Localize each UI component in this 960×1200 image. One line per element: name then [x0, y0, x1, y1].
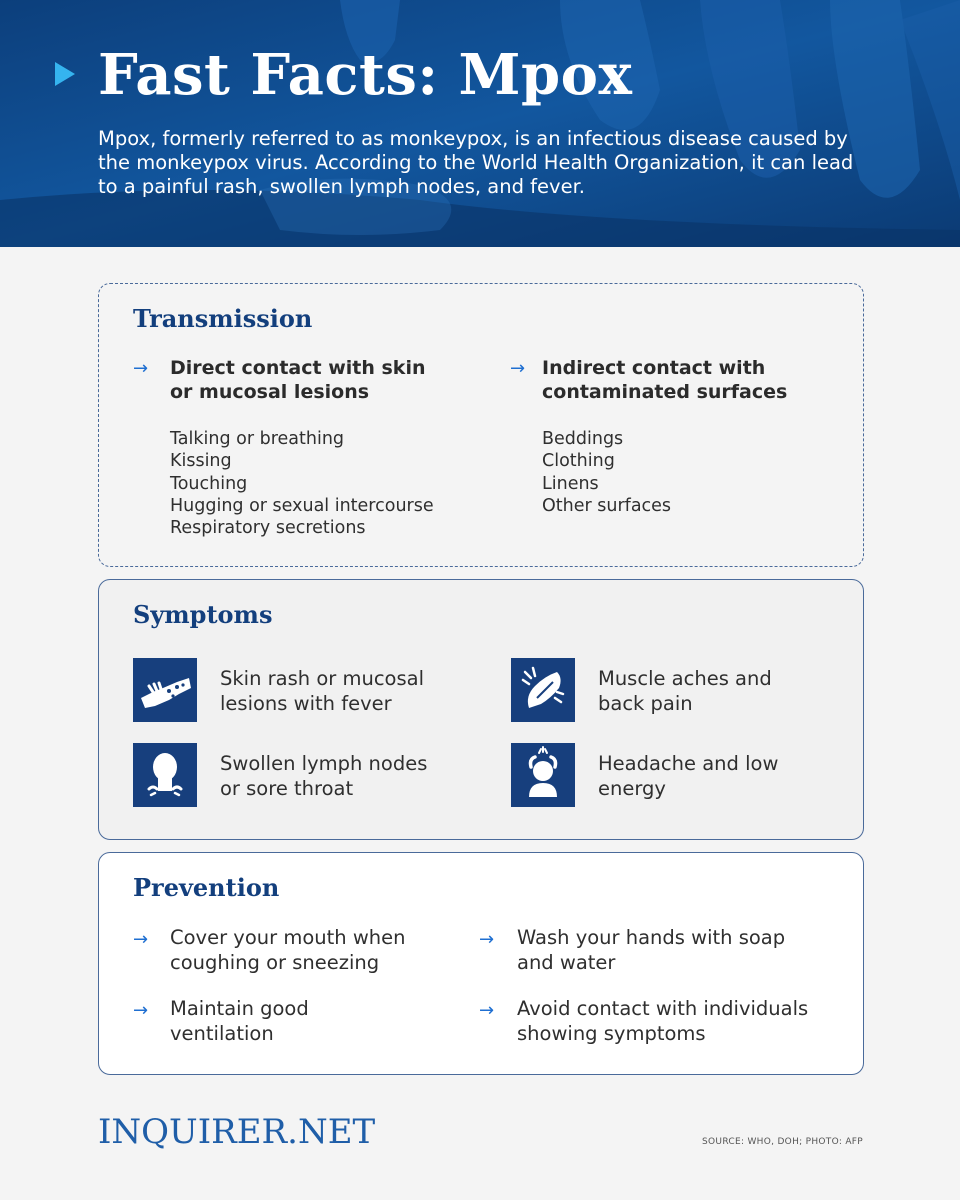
headache-icon: [511, 743, 575, 807]
list-item: Touching: [170, 473, 248, 494]
rash-hand-icon: [133, 658, 197, 722]
list-item: Talking or breathing: [170, 429, 345, 449]
direct-contact-heading: Direct contact with skin or mucosal lesions: [170, 357, 426, 403]
inquirer-logo: INQUIRER.NET: [98, 1112, 376, 1152]
symptoms-card: [98, 579, 864, 840]
direct-contact-list: [170, 428, 434, 539]
muscle-ache-icon: [511, 658, 575, 722]
symptom-muscle-aches: Muscle aches and back pain: [598, 667, 772, 715]
transmission-card: [98, 283, 864, 567]
prevention-title: Prevention: [133, 873, 280, 902]
symptom-rash: Skin rash or mucosal lesions with fever: [220, 667, 425, 715]
source-credit: SOURCE: WHO, DOH; PHOTO: AFP: [702, 1137, 863, 1147]
list-item: Respiratory secretions: [170, 518, 366, 539]
list-item: Linens: [542, 473, 599, 494]
list-item: Kissing: [170, 451, 232, 472]
page-title: Fast Facts: Mpox: [98, 42, 633, 108]
list-item: Beddings: [542, 429, 624, 449]
list-item: Clothing: [542, 451, 615, 472]
prevention-item-avoid-contact: Avoid contact with individuals showing symptoms: [517, 997, 809, 1045]
symptom-headache: Headache and low energy: [598, 752, 779, 800]
intro-paragraph: Mpox, formerly referred to as monkeypox, is an infectious disease caused by the monkeypox virus. According to the World Health Organization, it can lead to a painful rash, swollen lymph nodes, and fever.: [98, 127, 854, 198]
indirect-contact-list: [542, 428, 671, 517]
hero-banner: [0, 0, 960, 247]
prevention-card: [98, 852, 864, 1075]
arrow-right-icon: →: [133, 1000, 149, 1021]
prevention-item-wash-hands: Wash your hands with soap and water: [517, 926, 786, 974]
transmission-title: Transmission: [133, 304, 313, 333]
hands-photo-background: [0, 0, 960, 247]
indirect-contact-heading: Indirect contact with contaminated surfaces: [542, 357, 788, 403]
prevention-item-ventilation: Maintain good ventilation: [170, 997, 309, 1045]
arrow-right-icon: →: [133, 929, 149, 950]
prevention-item-cover-mouth: Cover your mouth when coughing or sneezing: [170, 926, 406, 974]
arrow-right-icon: →: [133, 358, 149, 379]
arrow-right-icon: →: [479, 929, 495, 950]
play-triangle-icon: [55, 62, 75, 86]
arrow-right-icon: →: [510, 358, 526, 379]
swollen-neck-icon: [133, 743, 197, 807]
symptom-swollen-lymph: Swollen lymph nodes or sore throat: [220, 752, 428, 800]
arrow-right-icon: →: [479, 1000, 495, 1021]
list-item: Hugging or sexual intercourse: [170, 495, 434, 516]
symptoms-title: Symptoms: [133, 600, 273, 629]
list-item: Other surfaces: [542, 495, 672, 516]
